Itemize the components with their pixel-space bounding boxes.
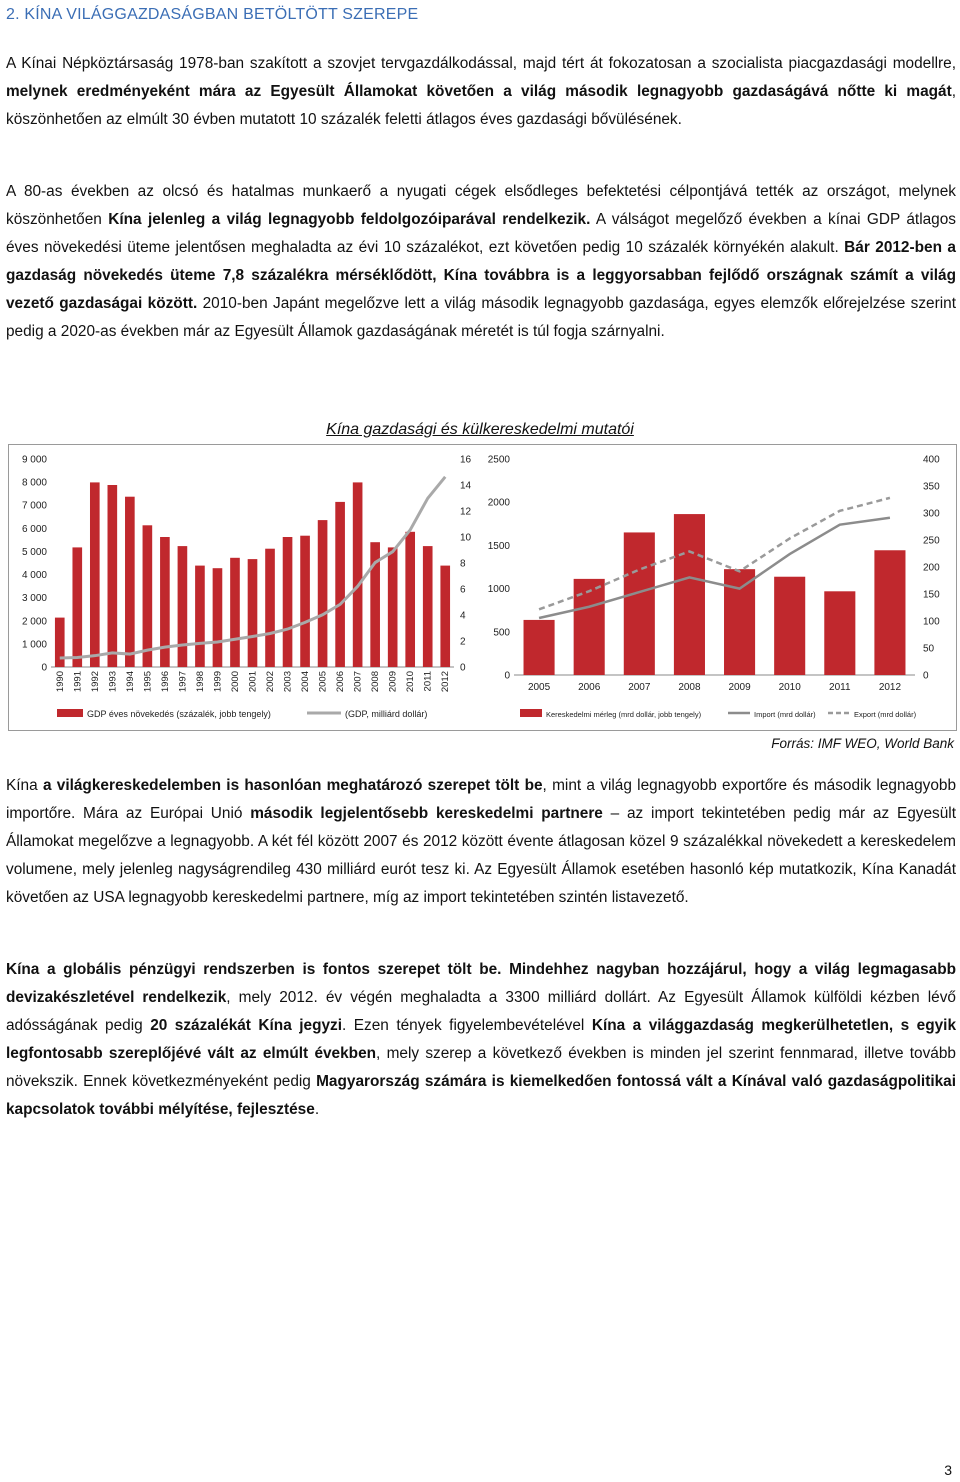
p3-run-0: Kína xyxy=(6,777,43,794)
left-tick-label: 4 000 xyxy=(21,570,47,582)
gdp-growth-bar xyxy=(72,547,82,667)
x-tick-label: 2012 xyxy=(878,682,902,693)
x-tick-label: 2010 xyxy=(778,682,801,693)
page-number: 3 xyxy=(944,1462,952,1478)
legend-growth: GDP éves növekedés (százalék, jobb tengely) xyxy=(87,709,271,719)
left-tick-label: 1000 xyxy=(487,584,510,596)
right-tick-label: 8 xyxy=(460,558,466,570)
right-tick-label: 150 xyxy=(923,589,940,601)
x-tick-label: 2004 xyxy=(300,671,312,693)
p3-run-4: – az import tekintetében pedig már az Egyesült Államokat megelőzve a legnagyobb. A két fél között 2007 és 2012 között évente átlagosan közel 9 százalékkal növekedett a kereskedelem volumene, mely jelenleg nagyságrendileg 430 milliárd eurót tesz ki. Az Egyesült Államok esetében hasonló kép mutatkozik, Kína Kanadát követően az USA legnagyobb kereskedelmi partnere, míg az import tekintetében szintén listavezető. xyxy=(6,805,956,906)
x-tick-label: 1994 xyxy=(124,671,136,693)
legend-export: Export (mrd dollár) xyxy=(854,710,917,719)
p2-run-0: A 80-as években az olcsó és hatalmas munkaerő a nyugati cégek elsődleges befektetési célpontjává tették az országot, melynek köszönhetően xyxy=(6,183,956,228)
p3-run-1: a világkereskedelemben is hasonlóan meghatározó szerepet tölt be xyxy=(42,777,543,794)
x-tick-label: 1992 xyxy=(89,671,101,693)
x-tick-label: 2000 xyxy=(229,671,241,693)
x-tick-label: 1990 xyxy=(54,671,66,693)
p1-run-1: melynek eredményeként mára az Egyesült Államokat követően a világ második legnagyobb gazdaságává nőtte ki magát xyxy=(6,83,952,100)
right-tick-label: 14 xyxy=(460,480,472,492)
legend-swatch-balance xyxy=(520,709,542,717)
gdp-growth-bar xyxy=(230,558,240,667)
gdp-growth-bar xyxy=(55,618,65,667)
left-tick-label: 6 000 xyxy=(21,523,47,535)
gdp-growth-bar xyxy=(143,525,153,667)
left-tick-label: 5 000 xyxy=(21,546,47,558)
right-tick-label: 6 xyxy=(460,584,466,596)
gdp-growth-bar xyxy=(125,497,135,667)
trade-balance-bar xyxy=(674,514,705,675)
p3-run-2: , mint a világ legnagyobb exportőre és második legnagyobb importőre. Mára az Európai Unió xyxy=(6,777,957,822)
right-tick-label: 100 xyxy=(923,616,940,628)
p1-run-2: , köszönhetően az elmúlt 30 évben mutatott 10 százalék feletti átlagos éves gazdasági bővülésének. xyxy=(6,83,956,128)
p2-run-3: Bár 2012-ben a gazdaság növekedés üteme 7,8 százalékra mérséklődött, Kína továbbra is a leggyorsabban fejlődő országnak számít a világ vezető gazdaságai között. xyxy=(6,239,956,312)
left-tick-label: 3 000 xyxy=(21,593,47,605)
x-tick-label: 2005 xyxy=(317,671,329,693)
p4-run-2: 20 százalékát Kína jegyzi xyxy=(150,1017,343,1034)
left-tick-label: 0 xyxy=(504,670,510,682)
gdp-growth-bar xyxy=(213,568,223,667)
x-tick-label: 2001 xyxy=(247,671,259,693)
x-tick-label: 2008 xyxy=(678,682,701,693)
trade-balance-bar xyxy=(874,550,905,675)
left-tick-label: 2 000 xyxy=(21,616,47,628)
left-tick-label: 2000 xyxy=(487,497,510,509)
right-tick-label: 300 xyxy=(923,508,940,520)
x-tick-label: 2009 xyxy=(728,682,751,693)
right-tick-label: 350 xyxy=(923,481,940,493)
gdp-growth-bar xyxy=(195,566,205,667)
paragraph-2 xyxy=(6,178,956,346)
p4-run-4: Kína a világgazdaság megkerülhetetlen, s egyik legfontosabb szereplőjévé vált az elmúlt években xyxy=(6,1017,957,1062)
p4-run-7: . xyxy=(314,1101,320,1118)
trade-balance-bar xyxy=(524,620,555,675)
right-tick-label: 250 xyxy=(923,535,940,547)
p3-run-3: második legjelentősebb kereskedelmi partnere xyxy=(250,805,603,822)
legend-balance: Kereskedelmi mérleg (mrd dollár, jobb tengely) xyxy=(546,710,702,719)
figure-title: Kína gazdasági és külkereskedelmi mutatói xyxy=(326,421,634,438)
trade-balance-bar xyxy=(824,591,855,675)
x-tick-label: 2006 xyxy=(335,671,347,693)
gdp-growth-bar xyxy=(90,482,100,667)
paragraph-3 xyxy=(6,772,956,912)
gdp-growth-bar xyxy=(248,559,258,667)
right-tick-label: 200 xyxy=(923,562,940,574)
x-tick-label: 2007 xyxy=(628,682,651,693)
left-tick-label: 0 xyxy=(41,662,47,674)
p2-run-2: A válságot megelőző években a kínai GDP átlagos éves növekedési üteme jelentősen meghaladta az évi 10 százalékot, ezt követően pedig 10 százalék környékén alakult. xyxy=(6,211,956,256)
x-tick-label: 2002 xyxy=(265,671,277,693)
gdp-growth-bar xyxy=(388,547,398,667)
right-tick-label: 4 xyxy=(460,610,466,622)
right-tick-label: 2 xyxy=(460,636,466,648)
gdp-growth-bar xyxy=(440,566,450,667)
p4-run-5: , mely szerep a következő években is minden jel szerint fennmarad, illetve tovább növekszik. Ennek következményeként pedig xyxy=(6,1045,956,1090)
left-tick-label: 500 xyxy=(493,627,510,639)
gdp-growth-bar xyxy=(318,520,328,667)
trade-balance-bar xyxy=(624,532,655,675)
paragraph-1 xyxy=(6,50,956,134)
gdp-growth-bar xyxy=(300,536,310,667)
trade-chart xyxy=(480,445,956,730)
x-tick-label: 1998 xyxy=(194,671,206,693)
right-tick-label: 400 xyxy=(923,454,940,466)
x-tick-label: 2011 xyxy=(422,671,434,692)
x-tick-label: 2007 xyxy=(352,671,364,693)
x-tick-label: 1996 xyxy=(159,671,171,693)
gdp-growth-bar xyxy=(283,537,293,667)
x-tick-label: 2003 xyxy=(282,671,294,693)
gdp-chart xyxy=(9,445,479,730)
p1-run-0: A Kínai Népköztársaság 1978-ban szakított a szovjet tervgazdálkodással, majd tért át fokozatosan a szocialista piacgazdasági modellre, xyxy=(6,55,956,72)
x-tick-label: 1991 xyxy=(72,671,84,693)
x-tick-label: 1993 xyxy=(107,671,119,693)
gdp-growth-bar xyxy=(353,482,363,667)
right-tick-label: 10 xyxy=(460,532,472,544)
right-tick-label: 12 xyxy=(460,506,472,518)
left-tick-label: 1500 xyxy=(487,540,510,552)
x-tick-label: 2010 xyxy=(405,671,417,693)
gdp-growth-bar xyxy=(178,546,188,667)
gdp-growth-bar xyxy=(405,532,415,667)
p2-run-4: 2010-ben Japánt megelőzve lett a világ második legnagyobb gazdasága, egyes elemzők előrejelzése szerint pedig a 2020-as években már az Egyesült Államok gazdaságának méretét is túl fogja szárnyalni. xyxy=(6,295,956,340)
right-tick-label: 0 xyxy=(923,670,929,682)
paragraph-4 xyxy=(6,956,956,1124)
trade-balance-bar xyxy=(574,579,605,675)
right-tick-label: 16 xyxy=(460,454,472,466)
x-tick-label: 1999 xyxy=(212,671,224,693)
left-tick-label: 8 000 xyxy=(21,477,47,489)
legend-gdp: (GDP, milliárd dollár) xyxy=(345,709,428,719)
x-tick-label: 2006 xyxy=(578,682,601,693)
p4-run-3: . Ezen tények figyelembevételével xyxy=(342,1017,592,1034)
left-tick-label: 2500 xyxy=(487,454,510,466)
trade-balance-bar xyxy=(774,577,805,675)
x-tick-label: 2008 xyxy=(370,671,382,693)
p4-run-0: Kína a globális pénzügyi rendszerben is fontos szerepet tölt be. Mindehhez nagyban hozzájárul, hogy a világ legmagasabb devizakészletével rendelkezik xyxy=(6,961,956,1006)
legend-import: Import (mrd dollár) xyxy=(754,710,816,719)
gdp-growth-bar xyxy=(423,546,433,667)
x-tick-label: 2012 xyxy=(440,671,452,693)
x-tick-label: 1995 xyxy=(142,671,154,693)
left-tick-label: 7 000 xyxy=(21,500,47,512)
gdp-growth-bar xyxy=(108,485,118,667)
x-tick-label: 2009 xyxy=(387,671,399,693)
p4-run-1: , mely 2012. év végén meghaladta a 3300 milliárd dollárt. Az Egyesült Államok külföldi kézben lévő adósságának pedig xyxy=(6,989,956,1034)
figure-source: Forrás: IMF WEO, World Bank xyxy=(771,736,954,751)
left-tick-label: 9 000 xyxy=(21,454,47,466)
x-tick-label: 1997 xyxy=(177,671,189,693)
figure-frame xyxy=(8,444,957,731)
x-tick-label: 2005 xyxy=(527,682,551,693)
left-tick-label: 1 000 xyxy=(21,639,47,651)
p2-run-1: Kína jelenleg a világ legnagyobb feldolgozóiparával rendelkezik. xyxy=(108,211,591,228)
gdp-growth-bar xyxy=(265,549,275,667)
section-heading: 2. KÍNA VILÁGGAZDASÁGBAN BETÖLTÖTT SZEREPE xyxy=(6,6,419,23)
legend-swatch-growth xyxy=(57,709,83,717)
right-tick-label: 50 xyxy=(923,643,935,655)
p4-run-6: Magyarország számára is kiemelkedően fontossá vált a Kínával való gazdaságpolitikai kapcsolatok további mélyítése, fejlesztése xyxy=(6,1073,956,1118)
right-tick-label: 0 xyxy=(460,662,466,674)
x-tick-label: 2011 xyxy=(829,682,851,693)
gdp-growth-bar xyxy=(335,502,345,667)
